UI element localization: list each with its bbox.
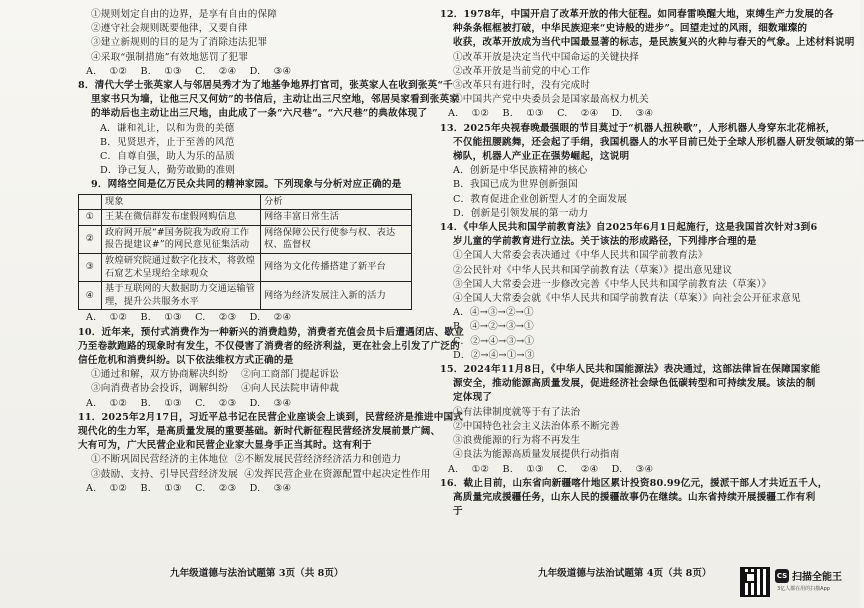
- q14-stem-2: 岁儿童的学前教育进行立法。关于该法的形成路径，下列排序合理的是: [453, 236, 757, 248]
- page-footer-left: 九年级道德与法治试题第 3页（共 8页）: [170, 568, 344, 579]
- q16-stem-3: 于: [453, 506, 463, 518]
- q11-item-3: ③鼓励、支持、引导民营经济发展: [91, 468, 238, 480]
- q15-stem-1: 15．2024年11月8日，《中华人民共和国能源法》表决通过，这部法律旨在保障国家能: [440, 364, 821, 376]
- table-cell: 网络为文化传播搭建了新平台: [261, 254, 412, 282]
- q11-item-4: ④发挥民营企业在资源配置中起决定性作用: [244, 468, 431, 480]
- q8-stem-1: 8．清代大学士张英家人与邻居吴秀才为了地基争地界打官司，张英家人在收到张英“千: [78, 80, 453, 92]
- q9-table: [78, 194, 412, 311]
- q12-stem-2: 种条条框框被打破，中华民族迎来“史诗般的进步”。回望走过的风雨，细数璀璨的: [453, 23, 808, 35]
- q10-items-row-2: [78, 382, 423, 396]
- q7-options: A. ①② B. ①③ C. ②④ D. ③④: [86, 65, 292, 77]
- q12-stem-3: 收获，改革开放成为当代中国最显著的标志，是民族复兴的火种与春天的气象。上述材料说明: [453, 37, 855, 49]
- left-column: [78, 8, 464, 496]
- q10-item-3: ③向消费者协会投诉，调解纠纷: [91, 383, 229, 395]
- q15-stem-2: 源安全，推动能源高质量发展，促进经济社会绿色低碳转型和可持续发展。该法的制: [453, 378, 816, 390]
- table-cell: 网络保障公民行使参与权、表达权、监督权: [261, 225, 412, 253]
- q10-stem-2: 乃至卷款跑路的现象时有发生，不仅侵害了消费者的经济利益，更在社会上引发了广泛的: [78, 340, 460, 352]
- table-cell: 网络丰富日常生活: [261, 210, 412, 226]
- qr-code-icon: [740, 567, 770, 597]
- table-cell: 分析: [261, 194, 412, 210]
- q8-choice-c: C．自尊自强，助人为乐的品质: [100, 151, 235, 163]
- q11-stem-2: 现代化的生力军，是高质量发展的重要基础。新时代新征程民营经济发展前景广阔、: [78, 426, 441, 438]
- table-cell: 王某在微信群发布虚假网购信息: [102, 210, 261, 226]
- table-cell: ①: [79, 210, 102, 226]
- q14-choice-c: C．②→④→③→①: [453, 335, 535, 347]
- table-cell: ④: [79, 282, 102, 310]
- q8-choice-b: B．见贤思齐，止于至善的风范: [100, 136, 235, 148]
- table-row: [79, 282, 412, 310]
- q12-options: A. ①② B. ①③ C. ②④ D. ③④: [448, 108, 654, 120]
- q10-item-2: ②向工商部门提起诉讼: [241, 369, 340, 381]
- right-column: [440, 8, 864, 519]
- q15-stem-3: 定体现了: [453, 392, 493, 404]
- q15-options: A. ①② B. ①③ C. ②④ D. ③④: [448, 463, 654, 475]
- q12-item-1: ①改革开放是决定当代中国命运的关键抉择: [453, 51, 640, 63]
- table-cell: [79, 194, 102, 210]
- q11-stem-3: 大有可为，广大民营企业和民营企业家大显身手正当其时。这有利于: [78, 440, 372, 452]
- q14-item-2: ②公民针对《中华人民共和国学前教育法（草案）》提出意见建议: [453, 264, 733, 276]
- scanner-watermark: [775, 568, 855, 598]
- watermark-name: 扫描全能王: [792, 572, 842, 583]
- q10-stem-3: 信任危机和消费纠纷。以下依法维权方式正确的是: [78, 355, 294, 366]
- q8-stem-3: 的举动后也主动让出三尺地，由此成了一条“六尺巷”。“六尺巷”的典故体现了: [91, 108, 428, 120]
- table-cell: 现象: [102, 194, 261, 210]
- q13-choice-d: D．创新是引领发展的第一动力: [453, 207, 589, 219]
- table-row: [79, 254, 412, 282]
- page-footer-right: 九年级道德与法治试题第 4页（共 8页）: [538, 568, 712, 579]
- q11-options: A. ①② B. ①③ C. ②③ D. ③④: [86, 482, 292, 494]
- table-cell: ③: [79, 254, 102, 282]
- q15-item-3: ③浪费能源的行为将不再发生: [453, 435, 581, 447]
- q14-choice-b: B．④→②→③→①: [453, 321, 534, 333]
- table-cell: 敦煌研究院通过数字化技术，将敦煌石窟艺术呈现给全球观众: [102, 254, 261, 282]
- q10-item-4: ④向人民法院申请仲裁: [241, 383, 340, 395]
- table-cell: ②: [79, 225, 102, 253]
- q16-stem-1: 16．截止目前，山东省向新疆喀什地区累计投资80.99亿元，援派干部人才共近五千人，: [440, 477, 828, 489]
- q13-choice-a: A．创新是中华民族精神的核心: [453, 165, 588, 177]
- q12-stem-1: 12．1978年，中国开启了改革开放的伟大征程。如同春雷唤醒大地，束缚生产力发展的各: [440, 9, 834, 20]
- q12-item-3: ③改革只有进行时，没有完成时: [453, 80, 591, 92]
- q11-item-1: ①不断巩固民营经济的主体地位: [91, 454, 229, 466]
- q14-stem-1: 14．《中华人民共和国学前教育法》自2025年6月1日起施行，这是我国首次针对3到6: [440, 222, 818, 234]
- q8-choice-d: D．诤己复人，勤劳敢勤的准则: [100, 165, 236, 177]
- q7-item-2: ②遵守社会规则既要他律，又要自律: [91, 23, 248, 35]
- q8-stem-2: 里家书只为墙，让他三尺又何妨”的书信后，主动让出三尺空地，邻居吴家看到张英家: [91, 94, 460, 106]
- camscanner-logo-icon: CS: [775, 569, 789, 583]
- q14-choice-a: A．④→③→②→①: [453, 307, 534, 319]
- q7-item-4: ④采取“强制措施”有效地惩罚了犯罪: [91, 51, 249, 63]
- q15-item-1: ①有法律制度就等于有了法治: [453, 406, 581, 418]
- q13-stem-3: 梯队，机器人产业正在强势崛起，这说明: [453, 151, 630, 163]
- q10-options: A. ①② B. ①③ C. ②③ D. ③④: [86, 397, 292, 409]
- q11-items-row-1: [78, 453, 423, 467]
- q13-stem-1: 13．2025年央视春晚最强眼的节目莫过于“机器人扭秧歌”，人形机器人身穿东北花棉袄，: [440, 122, 836, 134]
- q10-stem-1: 10．近年来，预付式消费作为一种新兴的消费趋势，消费者充值会员卡后遭遇闭店、歇业: [78, 326, 464, 338]
- q14-choice-d: D．②→④→①→③: [453, 349, 535, 361]
- q9-options: A. ①② B. ①③ C. ②③ D. ②④: [86, 312, 292, 324]
- q11-item-2: ②不断发展民营经济经济活力和创造力: [234, 454, 402, 466]
- q11-items-row-2: [78, 468, 431, 482]
- q8-choice-a: A．谦和礼让，以和为贵的美德: [100, 122, 235, 134]
- table-cell: 基于互联网的大数据助力交通运输管理，提升公共服务水平: [102, 282, 261, 310]
- table-row: [79, 225, 412, 253]
- q13-stem-2: 不仅能扭腰跳舞，还会起了手绢，我国机器人的水平目前已处于全球人形机器人研发领域的第一: [453, 136, 864, 148]
- q14-item-4: ④全国人大常委会就《中华人民共和国学前教育法（草案）》向社会公开征求意见: [453, 293, 801, 305]
- q11-stem-1: 11．2025年2月17日，习近平总书记在民营企业座谈会上谈到，民营经济是推进中国式: [78, 411, 464, 423]
- table-cell: 政府网开展“#国务院我为政府工作报告提建议#”的网民意见征集活动: [102, 225, 261, 253]
- q13-choice-c: C．教育促进企业创新型人才的全面发展: [453, 193, 628, 205]
- q14-item-3: ③全国人大常委会进一步修改完善《中华人民共和国学前教育法（草案）》: [453, 278, 772, 290]
- q9-stem: 9．网络空间是亿万民众共同的精神家园。下列现象与分析对应正确的是: [91, 179, 402, 191]
- watermark-subtitle: 3亿人都在用的扫描App: [777, 586, 830, 592]
- q12-item-4: ④中国共产党中央委员会是国家最高权力机关: [453, 94, 649, 106]
- q12-item-2: ②改革开放是当前党的中心工作: [453, 65, 591, 77]
- q15-item-4: ④良法为能源高质量发展提供行动指南: [453, 449, 620, 461]
- q15-item-2: ②中国特色社会主义法治体系不断完善: [453, 420, 620, 432]
- q10-items-row-1: [78, 368, 423, 382]
- q7-item-3: ③建立新规则的目的是为了消除违法犯罪: [91, 37, 268, 49]
- q13-choice-b: B．我国已成为世界创新强国: [453, 179, 578, 191]
- q10-item-1: ①通过和解，双方协商解决纠纷: [91, 369, 229, 381]
- q16-stem-2: 高质量完成援疆任务，山东人民的援疆故事仍在继续。山东省持续开展援疆工作有利: [453, 491, 816, 503]
- table-cell: 网络为经济发展注入新的活力: [261, 282, 412, 310]
- table-row: [79, 210, 412, 226]
- table-header: [79, 194, 412, 210]
- q7-item-1: ①规则划定自由的边界，是享有自由的保障: [91, 9, 278, 20]
- q14-item-1: ①全国人大常委会表决通过《中华人民共和国学前教育法》: [453, 250, 708, 262]
